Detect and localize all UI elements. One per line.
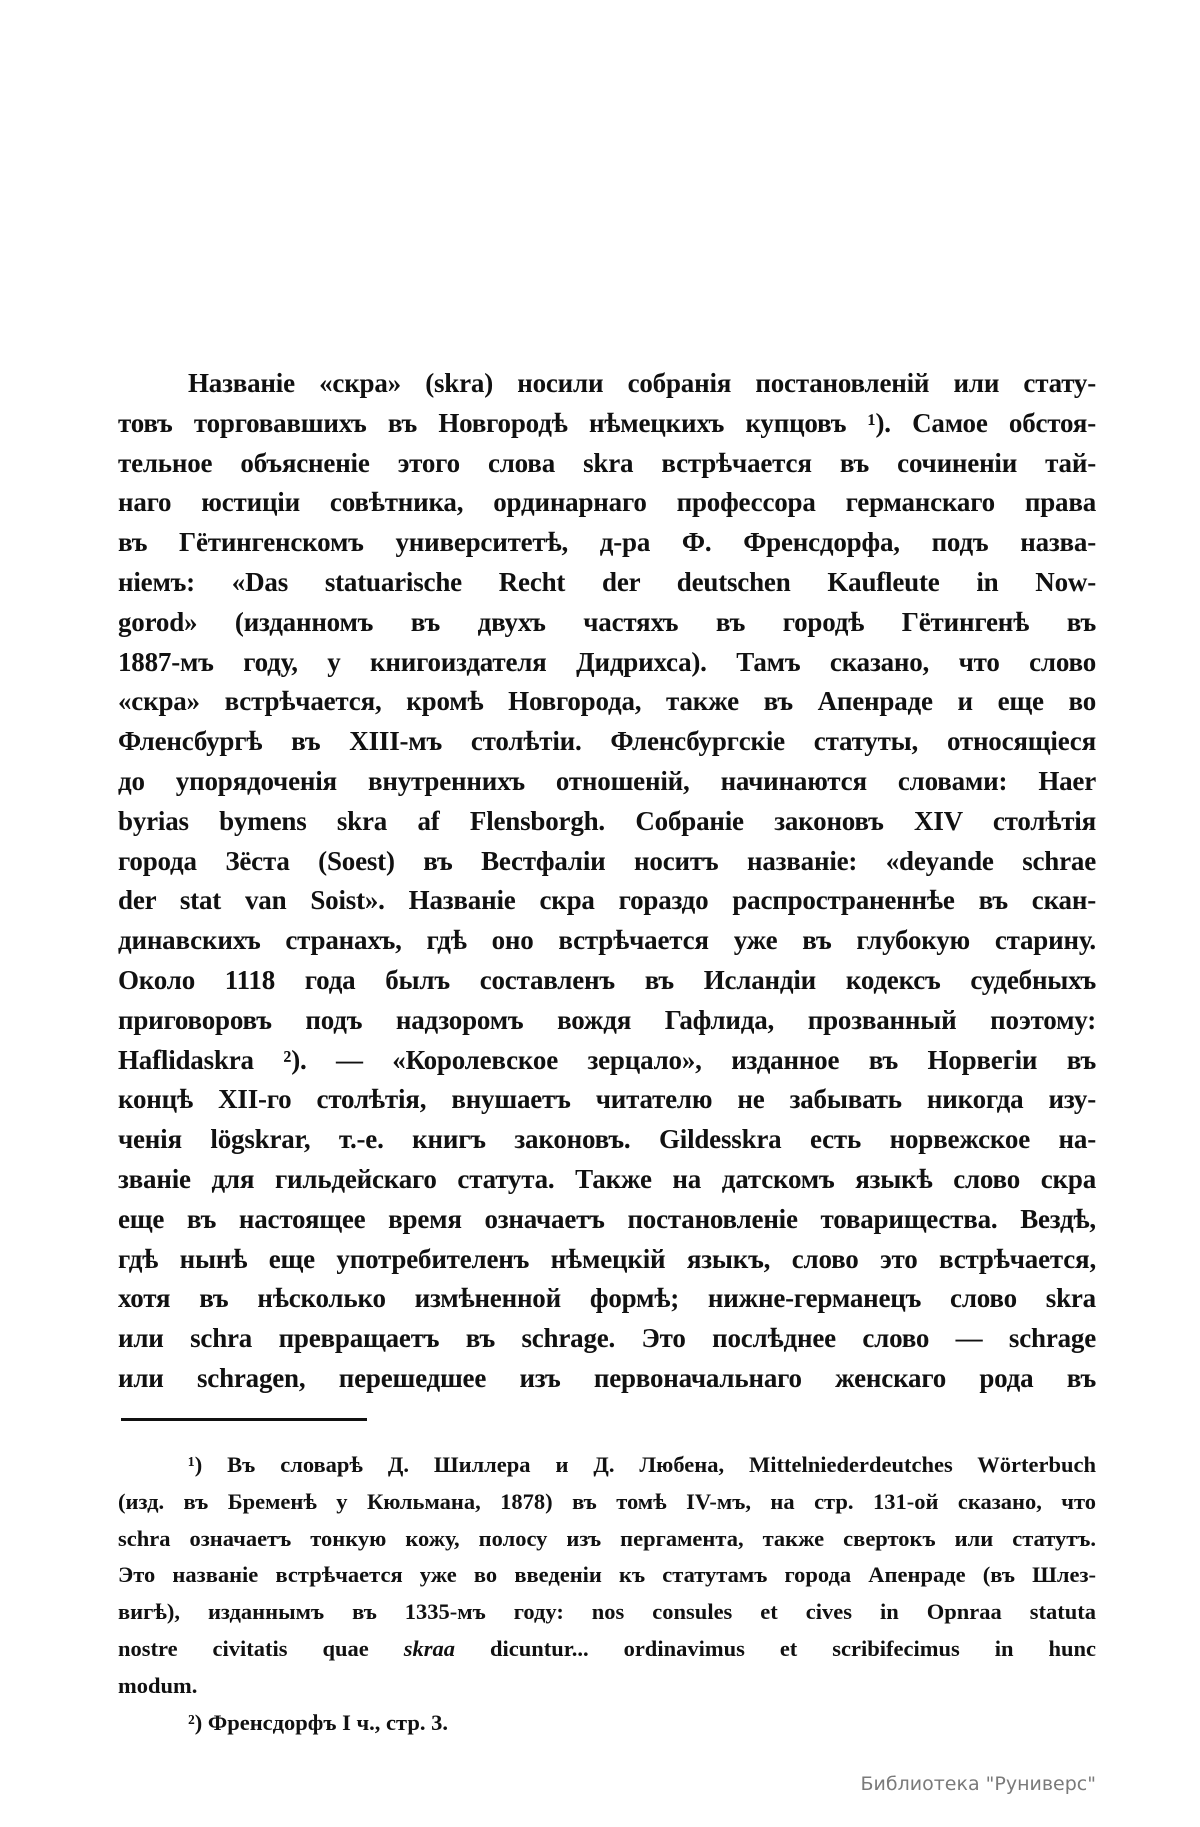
text-line: ніемъ: «Das statuarische Recht der deutschen Kaufleute in Now- bbox=[118, 566, 1096, 597]
footnote-line: Это названіе встрѣчается уже во введеніи къ статутамъ города Апенраде (въ Шлез- bbox=[118, 1562, 1096, 1588]
text-line: 1887-мъ году, у книгоиздателя Дидрихса). Тамъ сказано, что слово bbox=[118, 646, 1096, 677]
footnote-line bbox=[118, 1631, 1096, 1668]
footnotes bbox=[118, 1447, 1096, 1741]
library-watermark: Библиотека "Руниверс" bbox=[860, 1773, 1096, 1795]
text-line: der stat van Soist». Названіе скра гораздо распространеннѣе въ скан- bbox=[118, 885, 1096, 916]
text-line: byrias bymens skra af Flensborgh. Собраніе законовъ XIV столѣтія bbox=[118, 805, 1096, 836]
text-line: наго юстиціи совѣтника, ординарнаго профессора германскаго права bbox=[118, 487, 1096, 518]
footnote-italic-term: skraa bbox=[403, 1635, 456, 1661]
footnote-line: вигѣ), изданнымъ въ 1335-мъ году: nos consules et cives in Opnraa statuta bbox=[118, 1599, 1096, 1625]
footnote-line: modum. bbox=[118, 1672, 198, 1698]
text-line: или schragen, перешедшее изъ первоначальнаго женскаго рода въ bbox=[118, 1362, 1096, 1393]
footnote-2: ²) Френсдорфъ I ч., стр. 3. bbox=[188, 1709, 448, 1735]
text-line: динавскихъ странахъ, гдѣ оно встрѣчается уже въ глубокую старину. bbox=[118, 925, 1096, 956]
text-line: гдѣ нынѣ еще употребителенъ нѣмецкій языкъ, слово это встрѣчается, bbox=[118, 1243, 1096, 1274]
text-line: тельное объясненіе этого слова skra встрѣчается въ сочиненіи тай- bbox=[118, 447, 1096, 478]
text-line: Фленсбургѣ въ XIII-мъ столѣтіи. Фленсбургскіе статуты, относящіеся bbox=[118, 726, 1096, 757]
text-line: приговоровъ подъ надзоромъ вождя Гафлида, прозванный поэтому: bbox=[118, 1004, 1096, 1035]
footnote-line: (изд. въ Бременѣ у Кюльмана, 1878) въ томѣ IV-мъ, на стр. 131-ой сказано, что bbox=[118, 1488, 1096, 1514]
text-line: gorod» (изданномъ въ двухъ частяхъ въ городѣ Гётингенѣ въ bbox=[118, 606, 1096, 637]
text-line: ченія lögskrar, т.-е. книгъ законовъ. Gildesskra есть норвежское на- bbox=[118, 1124, 1096, 1155]
footnote-line: schra означаетъ тонкую кожу, полосу изъ пергамента, также свертокъ или статутъ. bbox=[118, 1525, 1096, 1551]
footnote-divider bbox=[121, 1418, 367, 1421]
main-text bbox=[118, 364, 1096, 1399]
text-line: товъ торговавшихъ въ Новгородѣ нѣмецкихъ купцовъ ¹). Самое обстоя- bbox=[118, 407, 1096, 438]
text-line: Около 1118 года былъ составленъ въ Исландіи кодексъ судебныхъ bbox=[118, 964, 1096, 995]
text-line: или schra превращаетъ въ schrage. Это послѣднее слово — schrage bbox=[118, 1323, 1096, 1354]
text-line: «скра» встрѣчается, кромѣ Новгорода, также въ Апенраде и еще во bbox=[118, 686, 1096, 717]
text-line: въ Гётингенскомъ университетѣ, д-ра Ф. Френсдорфа, подъ назва- bbox=[118, 527, 1096, 558]
text-line: Haflidaskra ²). — «Королевское зерцало», изданное въ Норвегіи въ bbox=[118, 1044, 1096, 1075]
footnote-text: dicuntur... ordinavimus et scribifecimus in hunc bbox=[455, 1635, 1096, 1661]
text-line: званіе для гильдейскаго статута. Также на датскомъ языкѣ слово скра bbox=[118, 1163, 1096, 1194]
footnote-line: ¹) Въ словарѣ Д. Шиллера и Д. Любена, Mittelniederdeutches Wörterbuch bbox=[188, 1452, 1096, 1477]
text-line: концѣ XII-го столѣтія, внушаетъ читателю не забывать никогда изу- bbox=[118, 1084, 1096, 1115]
text-line: до упорядоченія внутреннихъ отношеній, начинаются словами: Haer bbox=[118, 765, 1096, 796]
text-line: города Зёста (Soest) въ Вестфаліи носитъ названіе: «deyande schrae bbox=[118, 845, 1096, 876]
text-line: Названіе «скра» (skra) носили собранія постановленій или стату- bbox=[188, 368, 1096, 398]
footnote-text: nostre civitatis quae bbox=[118, 1635, 404, 1661]
text-line: хотя въ нѣсколько измѣненной формѣ; нижне-германецъ слово skra bbox=[118, 1283, 1096, 1314]
text-line: еще въ настоящее время означаетъ постановленіе товарищества. Вездѣ, bbox=[118, 1203, 1096, 1234]
